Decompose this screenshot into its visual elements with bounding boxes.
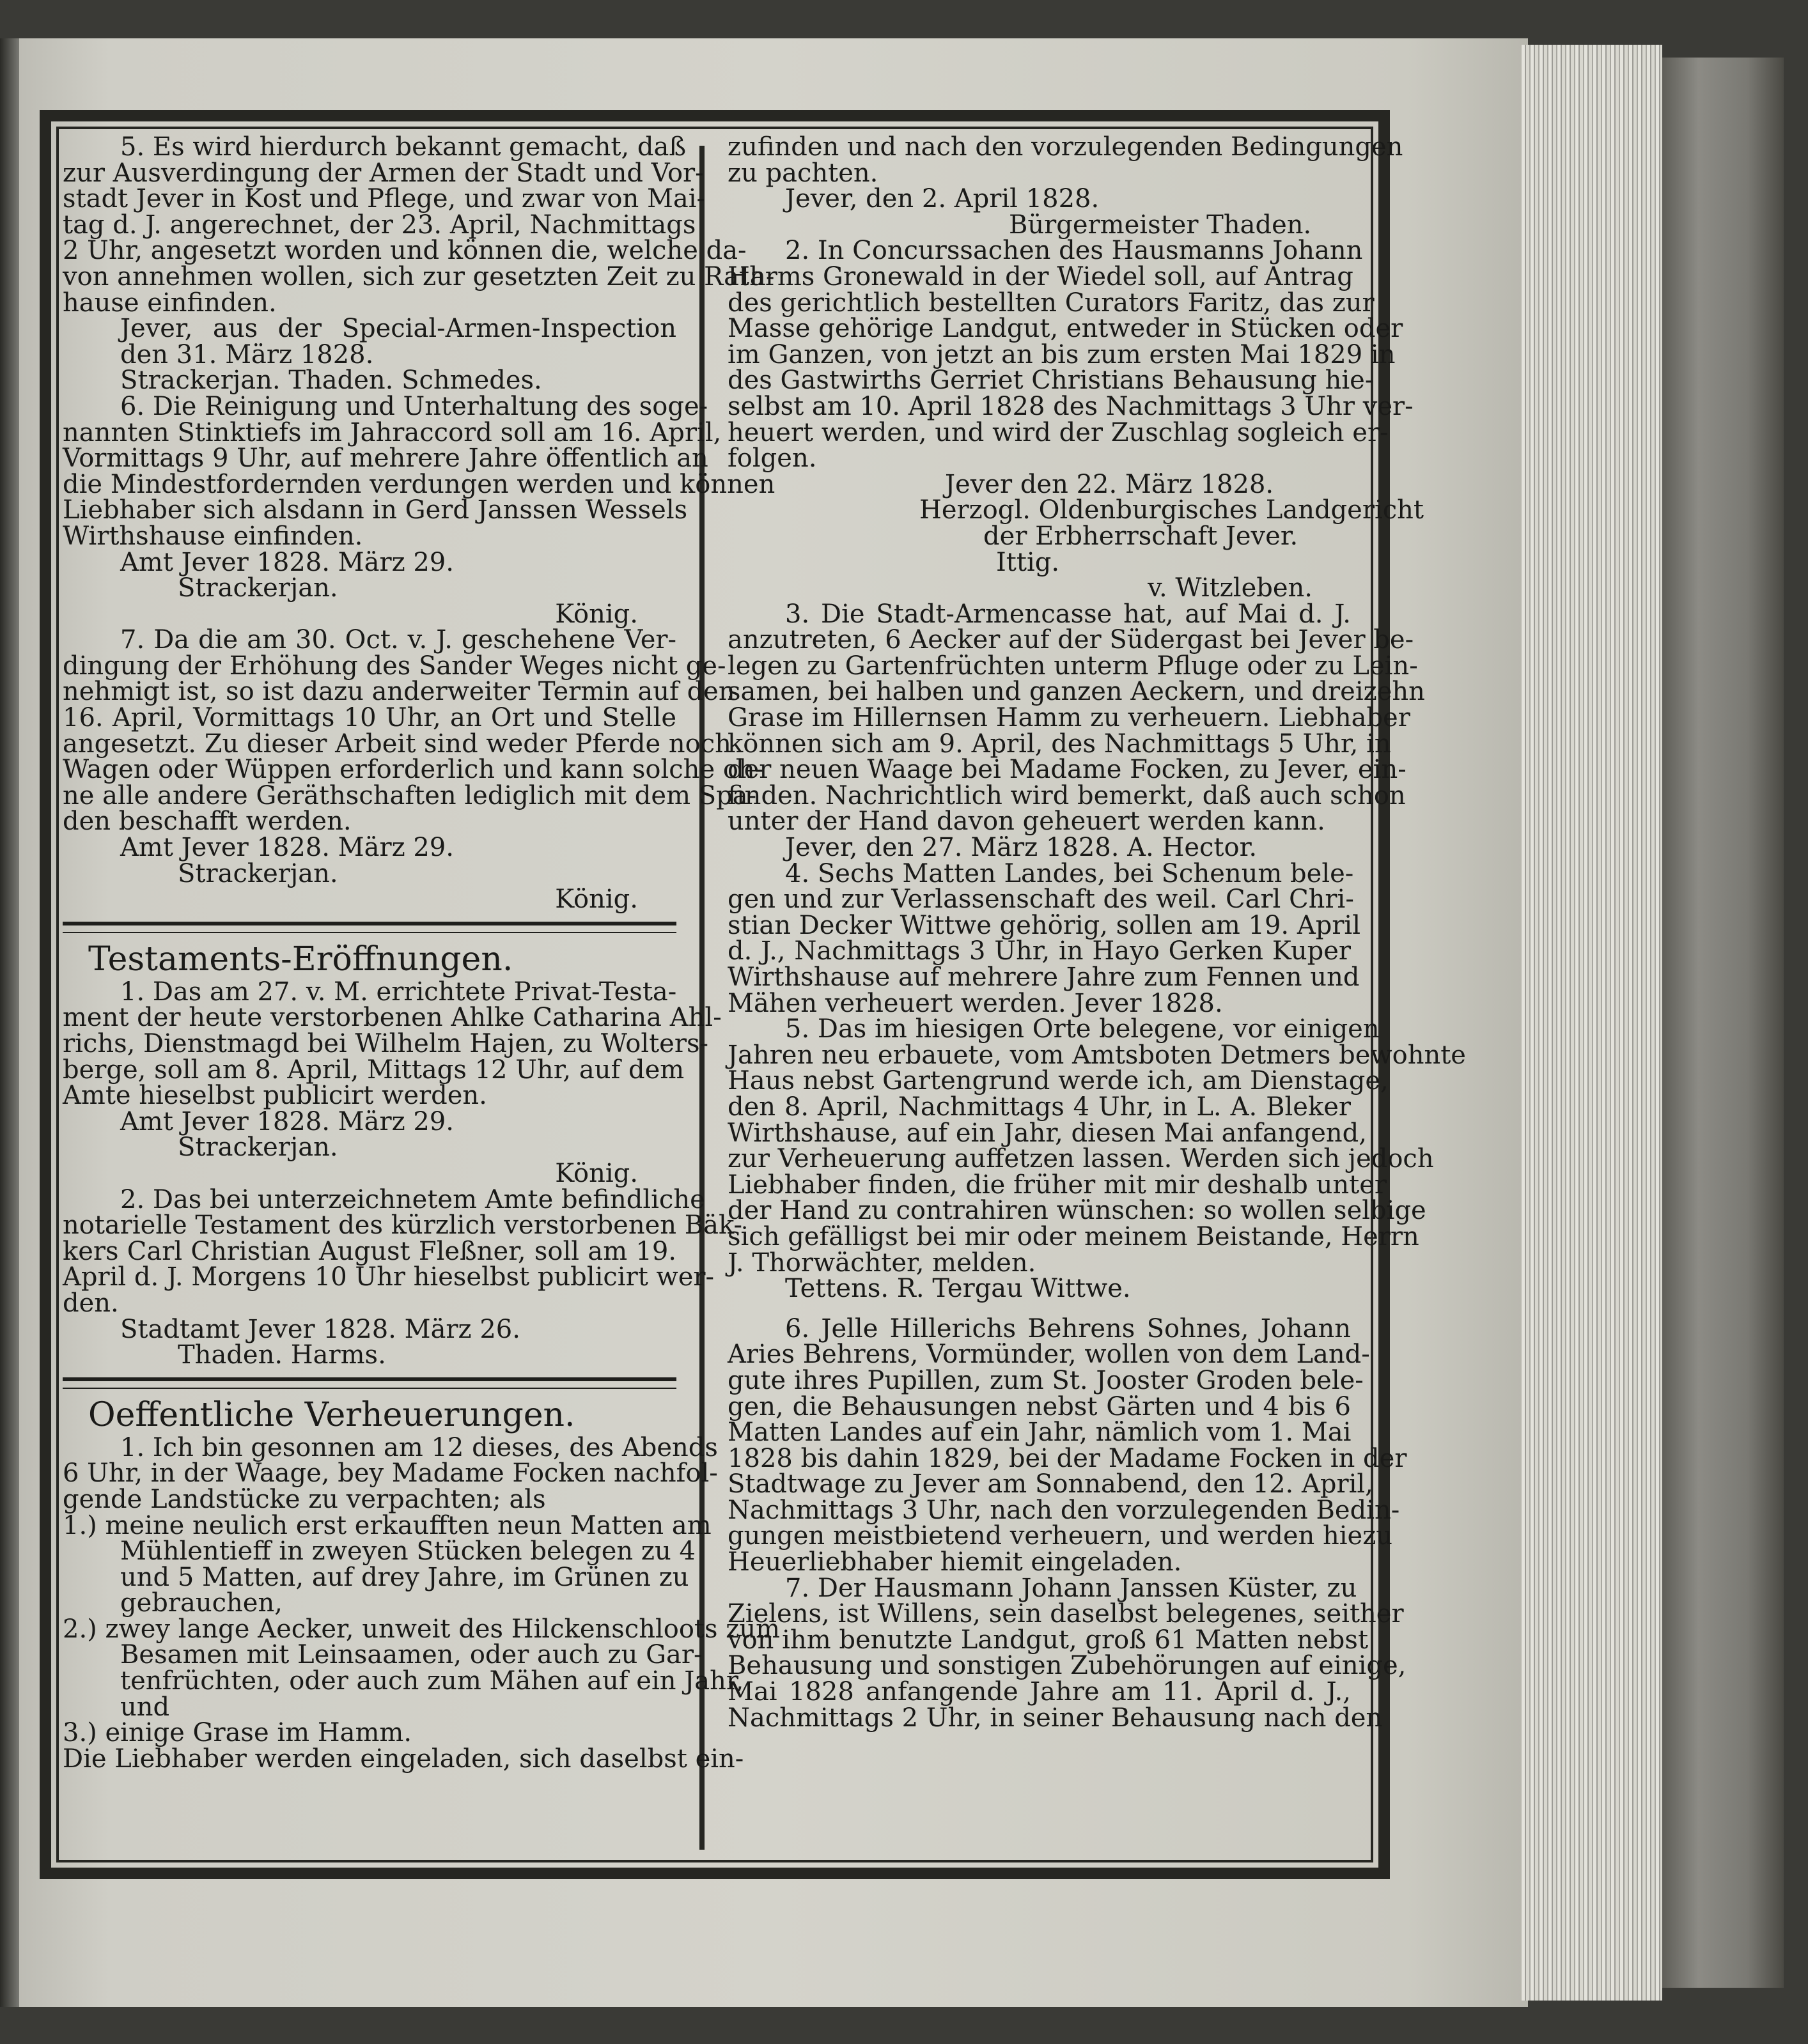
text-line: Amt Jever 1828. März 29. bbox=[120, 547, 454, 577]
signature-line: Herzogl. Oldenburgisches Landgericht bbox=[919, 495, 1424, 525]
text-line: Jever den 22. März 1828. bbox=[945, 469, 1274, 499]
text-line: heuert werden, und wird der Zuschlag sogleich er- bbox=[728, 417, 1389, 447]
text-line: Behausung und sonstigen Zubehörungen auf einige, bbox=[728, 1651, 1407, 1681]
text-line: 5. Es wird hierdurch bekannt gemacht, daß bbox=[120, 132, 687, 162]
text-line: Liebhaber finden, die früher mit mir deshalb unter bbox=[728, 1170, 1387, 1200]
text-line: J. Thorwächter, melden. bbox=[728, 1248, 1036, 1278]
section-heading-testaments: Testaments-Eröffnungen. bbox=[88, 940, 513, 979]
signature-line: v. Witzleben. bbox=[1148, 573, 1313, 603]
text-line: Grase im Hillernsen Hamm zu verheuern. Liebhaber bbox=[728, 703, 1410, 733]
text-line: des Gastwirths Gerriet Christians Behausung hie- bbox=[728, 366, 1374, 396]
text-line: 1. Ich bin gesonnen am 12 dieses, des Abends bbox=[120, 1432, 718, 1462]
text-line: 5. Das im hiesigen Orte belegene, vor einigen bbox=[785, 1014, 1380, 1044]
signature-line: Strackerjan. bbox=[178, 573, 338, 603]
text-line: nannten Stinktiefs im Jahraccord soll am 16. April, bbox=[63, 417, 722, 447]
text-line: der neuen Waage bei Madame Focken, zu Jever, ein- bbox=[728, 755, 1407, 785]
text-line: gende Landstücke zu verpachten; als bbox=[63, 1484, 546, 1514]
text-line: zur Ausverdingung der Armen der Stadt und Vor- bbox=[63, 158, 704, 188]
text-line: die Mindestfordernden verdungen werden und können bbox=[63, 469, 775, 499]
text-line: Mai 1828 anfangende Jahre am 11. April d. J., bbox=[728, 1677, 1351, 1707]
text-line: 6. Die Reinigung und Unterhaltung des soge- bbox=[120, 391, 708, 421]
text-line: gen, die Behausungen nebst Gärten und 4 bis 6 bbox=[728, 1391, 1351, 1421]
signature-line: Strackerjan. Thaden. Schmedes. bbox=[120, 366, 542, 396]
book-cover-right bbox=[1662, 58, 1784, 1988]
text-line: den. bbox=[63, 1288, 119, 1318]
text-line: gute ihres Pupillen, zum St. Jooster Groden bele- bbox=[728, 1365, 1364, 1395]
text-line: Wirthshause auf mehrere Jahre zum Fennen und bbox=[728, 963, 1360, 992]
text-line: 2 Uhr, angesetzt worden und können die, welche da- bbox=[63, 236, 747, 266]
signature-line: Ittig. bbox=[996, 547, 1060, 577]
list-item: gebrauchen, bbox=[120, 1588, 283, 1618]
left-column bbox=[63, 132, 781, 1774]
text-line: angesetzt. Zu dieser Arbeit sind weder Pferde noch bbox=[63, 729, 731, 759]
page-edges bbox=[1522, 45, 1662, 2001]
text-line: Jever, den 2. April 1828. bbox=[785, 184, 1100, 214]
list-item: 2.) zwey lange Aecker, unweit des Hilckenschloots zum bbox=[63, 1614, 781, 1644]
text-line: notarielle Testament des kürzlich verstorbenen Bäk- bbox=[63, 1211, 743, 1241]
text-line: zufinden und nach den vorzulegenden Bedingungen bbox=[728, 132, 1403, 162]
text-line: April d. J. Morgens 10 Uhr hieselbst publicirt wer- bbox=[63, 1262, 715, 1292]
text-line: Nachmittags 3 Uhr, nach den vorzulegenden Bedin- bbox=[728, 1495, 1400, 1525]
text-line: 2. In Concurssachen des Hausmanns Johann bbox=[785, 236, 1363, 266]
list-item: und bbox=[120, 1692, 170, 1722]
text-line: Amt Jever 1828. März 29. bbox=[120, 1106, 454, 1136]
text-line: unter der Hand davon geheuert werden kann. bbox=[728, 807, 1325, 837]
text-line: 4. Sechs Matten Landes, bei Schenum bele- bbox=[785, 858, 1354, 888]
text-line: Die Liebhaber werden eingeladen, sich daselbst ein- bbox=[63, 1744, 744, 1774]
text-line: können sich am 9. April, des Nachmittags 5 Uhr, in bbox=[728, 729, 1391, 759]
text-line: d. J., Nachmittags 3 Uhr, in Hayo Gerken Kuper bbox=[728, 936, 1351, 966]
signature-line: Jever, den 27. März 1828. A. Hector. bbox=[785, 833, 1258, 863]
text-line: 1828 bis dahin 1829, bei der Madame Focken in der bbox=[728, 1443, 1407, 1473]
right-column bbox=[728, 132, 1466, 1733]
list-item: 1.) meine neulich erst erkaufften neun Matten am bbox=[63, 1510, 712, 1540]
text-line: Vormittags 9 Uhr, auf mehrere Jahre öffentlich an bbox=[63, 444, 708, 474]
signature-line: König. bbox=[555, 885, 638, 915]
text-line: der Hand zu contrahiren wünschen: so wollen selbige bbox=[728, 1196, 1426, 1226]
text-line: von ihm benutzte Landgut, groß 61 Matten nebst bbox=[728, 1625, 1369, 1655]
text-line: Wirthshause, auf ein Jahr, diesen Mai anfangend, bbox=[728, 1118, 1367, 1148]
text-line: den beschafft werden. bbox=[63, 807, 352, 837]
signature-line: Tettens. R. Tergau Wittwe. bbox=[785, 1274, 1131, 1304]
text-line: Heuerliebhaber hiemit eingeladen. bbox=[728, 1547, 1182, 1577]
text-line: Harms Gronewald in der Wiedel soll, auf Antrag bbox=[728, 261, 1353, 291]
text-line: finden. Nachrichtlich wird bemerkt, daß auch schon bbox=[728, 780, 1406, 810]
text-line: 6 Uhr, in der Waage, bey Madame Focken nachfol- bbox=[63, 1459, 718, 1489]
text-line: richs, Dienstmagd bei Wilhelm Hajen, zu Wolters- bbox=[63, 1029, 709, 1058]
text-line: von annehmen wollen, sich zur gesetzten Zeit zu Rath- bbox=[63, 261, 775, 291]
text-line: tag d. J. angerechnet, der 23. April, Nachmittags bbox=[63, 210, 696, 240]
text-line: ment der heute verstorbenen Ahlke Catharina Ahl- bbox=[63, 1003, 722, 1033]
text-line: berge, soll am 8. April, Mittags 12 Uhr, auf dem bbox=[63, 1055, 685, 1085]
text-line: 3. Die Stadt-Armencasse hat, auf Mai d. J. bbox=[785, 599, 1351, 629]
text-line: den 8. April, Nachmittags 4 Uhr, in L. A. Bleker bbox=[728, 1092, 1351, 1122]
list-item: Besamen mit Leinsaamen, oder auch zu Gar- bbox=[120, 1640, 703, 1670]
text-line: im Ganzen, von jetzt an bis zum ersten Mai 1829 in bbox=[728, 339, 1396, 369]
text-line: Haus nebst Gartengrund werde ich, am Dienstage, bbox=[728, 1066, 1389, 1096]
text-line: zur Verheuerung auffetzen lassen. Werden sich jedoch bbox=[728, 1144, 1434, 1174]
text-line: kers Carl Christian August Fleßner, soll am 19. bbox=[63, 1236, 676, 1266]
text-line: Wagen oder Wüppen erforderlich und kann solche oh- bbox=[63, 755, 764, 785]
signature-line: König. bbox=[555, 599, 638, 629]
text-line: Nachmittags 2 Uhr, in seiner Behausung nach den bbox=[728, 1703, 1383, 1733]
text-line: stian Decker Wittwe gehörig, sollen am 19. April bbox=[728, 910, 1361, 940]
text-line: Wirthshause einfinden. bbox=[63, 521, 363, 551]
text-line: samen, bei halben und ganzen Aeckern, und dreizehn bbox=[728, 677, 1425, 707]
signature-line: Bürgermeister Thaden. bbox=[1009, 210, 1312, 240]
text-line: nehmigt ist, so ist dazu anderweiter Termin auf den bbox=[63, 677, 735, 707]
text-line: gen und zur Verlassenschaft des weil. Carl Chri- bbox=[728, 885, 1354, 915]
text-line: Stadtwage zu Jever am Sonnabend, den 12. April, bbox=[728, 1469, 1373, 1499]
text-line: 7. Der Hausmann Johann Janssen Küster, zu bbox=[785, 1573, 1357, 1603]
text-line: Jever, aus der Special-Armen-Inspection bbox=[120, 314, 676, 344]
text-line: anzutreten, 6 Aecker auf der Südergast bei Jever be- bbox=[728, 625, 1414, 655]
section-heading-verheuerungen: Oeffentliche Verheuerungen. bbox=[88, 1395, 575, 1434]
text-line: ne alle andere Geräthschaften lediglich mit dem Spa- bbox=[63, 780, 757, 810]
signature-line: Thaden. Harms. bbox=[178, 1340, 386, 1370]
text-line: Stadtamt Jever 1828. März 26. bbox=[120, 1314, 520, 1344]
text-line: des gerichtlich bestellten Curators Faritz, das zur bbox=[728, 288, 1375, 318]
text-line: Mähen verheuert werden. Jever 1828. bbox=[728, 988, 1223, 1018]
text-line: 7. Da die am 30. Oct. v. J. geschehene Ver- bbox=[120, 625, 676, 655]
list-item: Mühlentieff in zweyen Stücken belegen zu 4 bbox=[120, 1537, 696, 1567]
list-item: 3.) einige Grase im Hamm. bbox=[63, 1718, 412, 1748]
section-rule bbox=[63, 922, 676, 933]
text-line: Masse gehörige Landgut, entweder in Stücken oder bbox=[728, 314, 1403, 344]
text-line: Aries Behrens, Vormünder, wollen von dem Land- bbox=[728, 1340, 1370, 1370]
text-line: sich gefälligst bei mir oder meinem Beistande, Herrn bbox=[728, 1221, 1419, 1251]
text-line: Liebhaber sich alsdann in Gerd Janssen Wessels bbox=[63, 495, 688, 525]
text-line: Amt Jever 1828. März 29. bbox=[120, 833, 454, 863]
text-line: selbst am 10. April 1828 des Nachmittags 3 Uhr ver- bbox=[728, 391, 1414, 421]
signature-line: Strackerjan. bbox=[178, 1133, 338, 1163]
list-item: tenfrüchten, oder auch zum Mähen auf ein Jahr, bbox=[120, 1666, 744, 1696]
text-line: folgen. bbox=[728, 444, 817, 474]
text-line: Jahren neu erbauete, vom Amtsboten Detmers bewohnte bbox=[728, 1040, 1466, 1070]
text-line: Matten Landes auf ein Jahr, nämlich vom 1. Mai bbox=[728, 1418, 1352, 1448]
text-line: 16. April, Vormittags 10 Uhr, an Ort und Stelle bbox=[63, 703, 676, 733]
text-line: Amte hieselbst publicirt werden. bbox=[63, 1081, 487, 1111]
list-item: und 5 Matten, auf drey Jahre, im Grünen zu bbox=[120, 1562, 689, 1592]
text-line: stadt Jever in Kost und Pflege, und zwar von Mai- bbox=[63, 184, 706, 214]
text-line: gungen meistbietend verheuern, und werden hiezu bbox=[728, 1521, 1393, 1551]
section-rule bbox=[63, 1377, 676, 1389]
text-line: hause einfinden. bbox=[63, 288, 277, 318]
text-line: legen zu Gartenfrüchten unterm Pfluge oder zu Lein- bbox=[728, 651, 1418, 681]
text-line: 1. Das am 27. v. M. errichtete Privat-Testa- bbox=[120, 977, 677, 1007]
text-line: 2. Das bei unterzeichnetem Amte befindliche bbox=[120, 1184, 705, 1214]
signature-line: der Erbherrschaft Jever. bbox=[983, 521, 1298, 551]
text-line: dingung der Erhöhung des Sander Weges nicht ge- bbox=[63, 651, 726, 681]
text-line: Zielens, ist Willens, sein daselbst belegenes, seither bbox=[728, 1599, 1404, 1629]
text-line: zu pachten. bbox=[728, 158, 878, 188]
signature-line: Strackerjan. bbox=[178, 858, 338, 888]
text-line: den 31. März 1828. bbox=[120, 339, 374, 369]
signature-line: König. bbox=[555, 1158, 638, 1188]
text-line: 6. Jelle Hillerichs Behrens Sohnes, Johann bbox=[785, 1313, 1351, 1343]
